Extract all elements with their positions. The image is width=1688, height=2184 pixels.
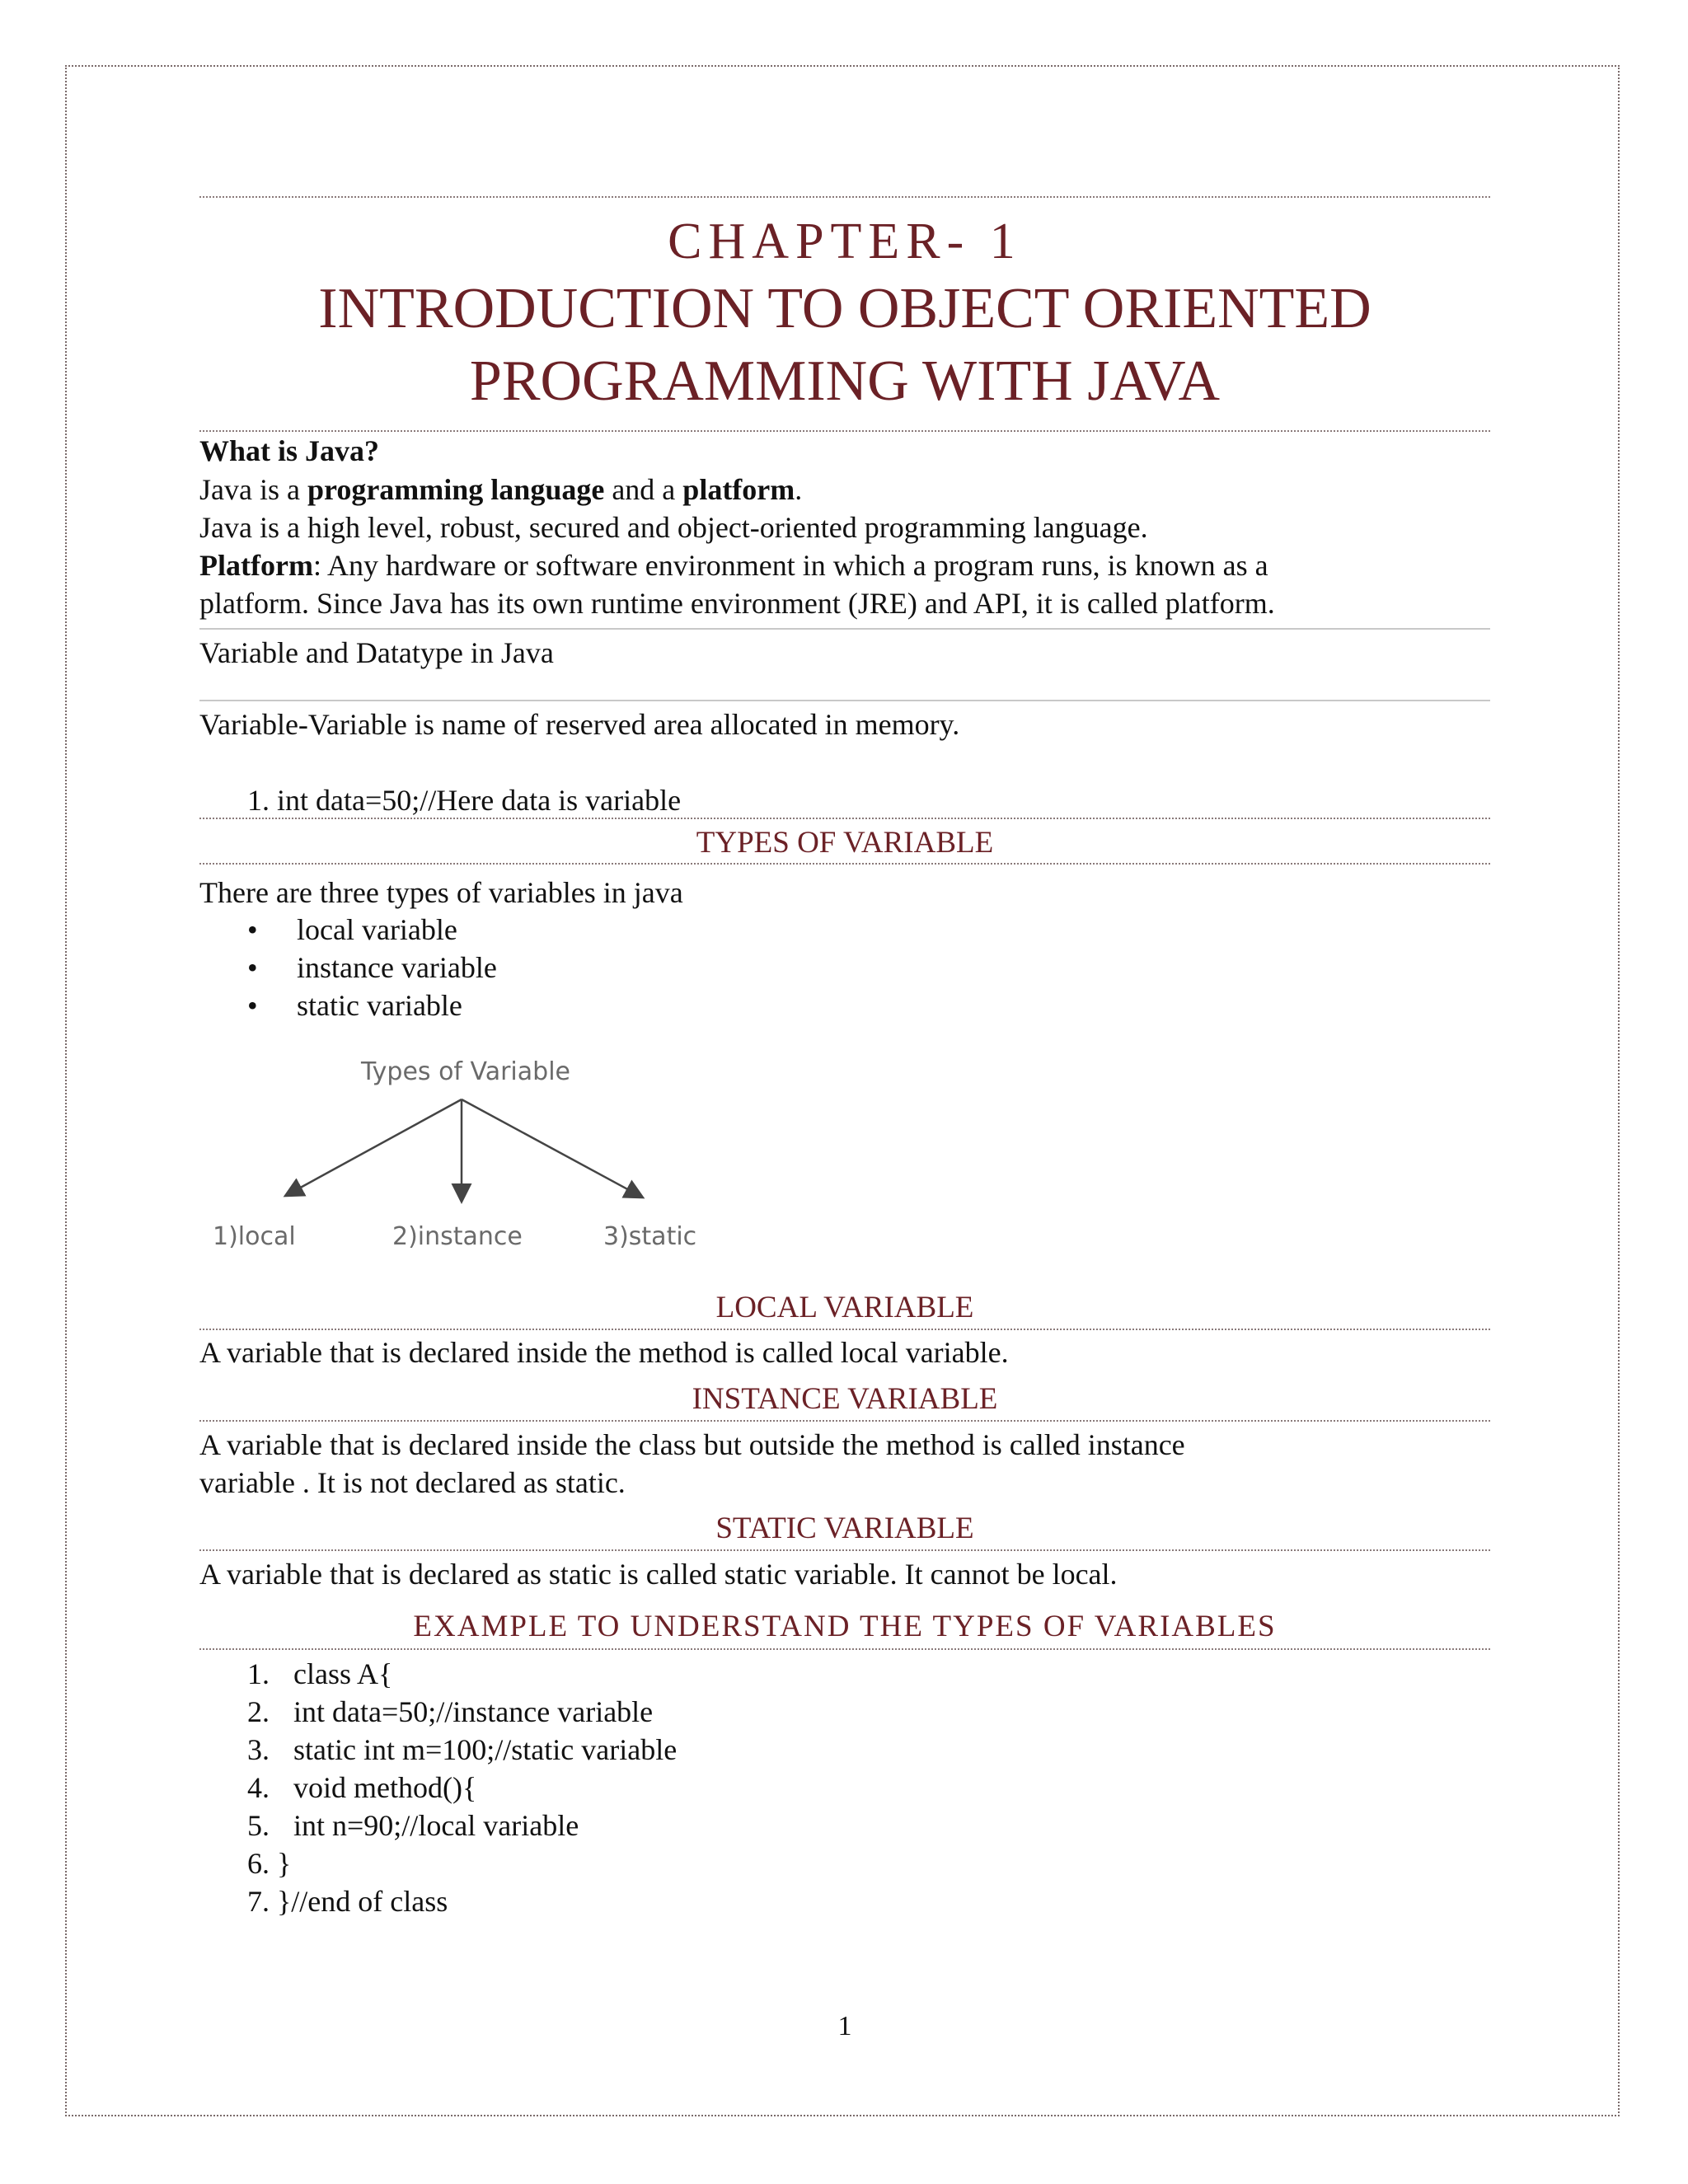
code-line: 6. } — [247, 1847, 292, 1880]
local-variable-text: A variable that is declared inside the method is called local variable. — [199, 1336, 1009, 1369]
bullet-icon: • — [247, 989, 258, 1022]
rule-6 — [199, 1420, 1490, 1422]
code-line: 3. static int m=100;//static variable — [247, 1733, 678, 1766]
rule-1 — [199, 628, 1490, 630]
rule-2 — [199, 700, 1490, 701]
what-is-java-line1: Java is a programming language and a platform. — [199, 473, 803, 506]
example-heading: EXAMPLE TO UNDERSTAND THE TYPES OF VARIABLES — [413, 1610, 1277, 1643]
code-line: 5. int n=90;//local variable — [247, 1809, 579, 1842]
diagram-arrow-static — [462, 1099, 641, 1197]
instance-variable-line1: A variable that is declared inside the class but outside the method is called instance — [199, 1428, 1185, 1461]
rule-3 — [199, 818, 1490, 819]
variable-definition: Variable-Variable is name of reserved area allocated in memory. — [199, 708, 960, 741]
static-variable-text: A variable that is declared as static is called static variable. It cannot be local. — [199, 1558, 1118, 1591]
variable-datatype-heading: Variable and Datatype in Java — [199, 636, 554, 669]
types-of-variable-heading: TYPES OF VARIABLE — [696, 826, 994, 860]
header-bottom-rule — [199, 430, 1490, 432]
platform-line2: platform. Since Java has its own runtime environment (JRE) and API, it is called platform. — [199, 587, 1275, 620]
rule-8 — [199, 1648, 1490, 1650]
diagram-arrow-local — [287, 1099, 462, 1195]
bullet-icon: • — [247, 913, 258, 946]
code-line: 4. void method(){ — [247, 1771, 477, 1804]
code-line: 1. class A{ — [247, 1657, 393, 1690]
diagram-root-label: Types of Variable — [361, 1057, 570, 1086]
rule-7 — [199, 1549, 1490, 1551]
chapter-title-line2: PROGRAMMING WITH JAVA — [469, 349, 1221, 413]
chapter-label: CHAPTER- 1 — [668, 213, 1022, 269]
diagram-child-instance: 2)instance — [392, 1222, 523, 1251]
static-variable-heading: STATIC VARIABLE — [715, 1511, 974, 1545]
rule-4 — [199, 863, 1490, 865]
rule-5 — [199, 1329, 1490, 1330]
code-line: 7. }//end of class — [247, 1885, 448, 1918]
local-variable-heading: LOCAL VARIABLE — [715, 1291, 974, 1324]
diagram-child-local: 1)local — [213, 1222, 296, 1251]
instance-variable-heading: INSTANCE VARIABLE — [692, 1382, 998, 1416]
diagram-child-static: 3)static — [603, 1222, 697, 1251]
types-of-variable-diagram — [190, 1047, 717, 1261]
chapter-title-line1: INTRODUCTION TO OBJECT ORIENTED — [318, 277, 1372, 340]
code-line: 2. int data=50;//instance variable — [247, 1695, 654, 1728]
instance-variable-line2: variable . It is not declared as static. — [199, 1466, 626, 1499]
platform-line1: Platform: Any hardware or software environment in which a program runs, is known as a — [199, 549, 1268, 582]
what-is-java-heading: What is Java? — [199, 434, 380, 467]
bullet-icon: • — [247, 951, 258, 984]
types-intro: There are three types of variables in java — [199, 876, 683, 909]
variable-example: 1. int data=50;//Here data is variable — [247, 784, 682, 817]
what-is-java-line2: Java is a high level, robust, secured and object-oriented programming language. — [199, 511, 1148, 544]
header-top-rule — [199, 196, 1490, 198]
page-number: 1 — [837, 2011, 852, 2041]
